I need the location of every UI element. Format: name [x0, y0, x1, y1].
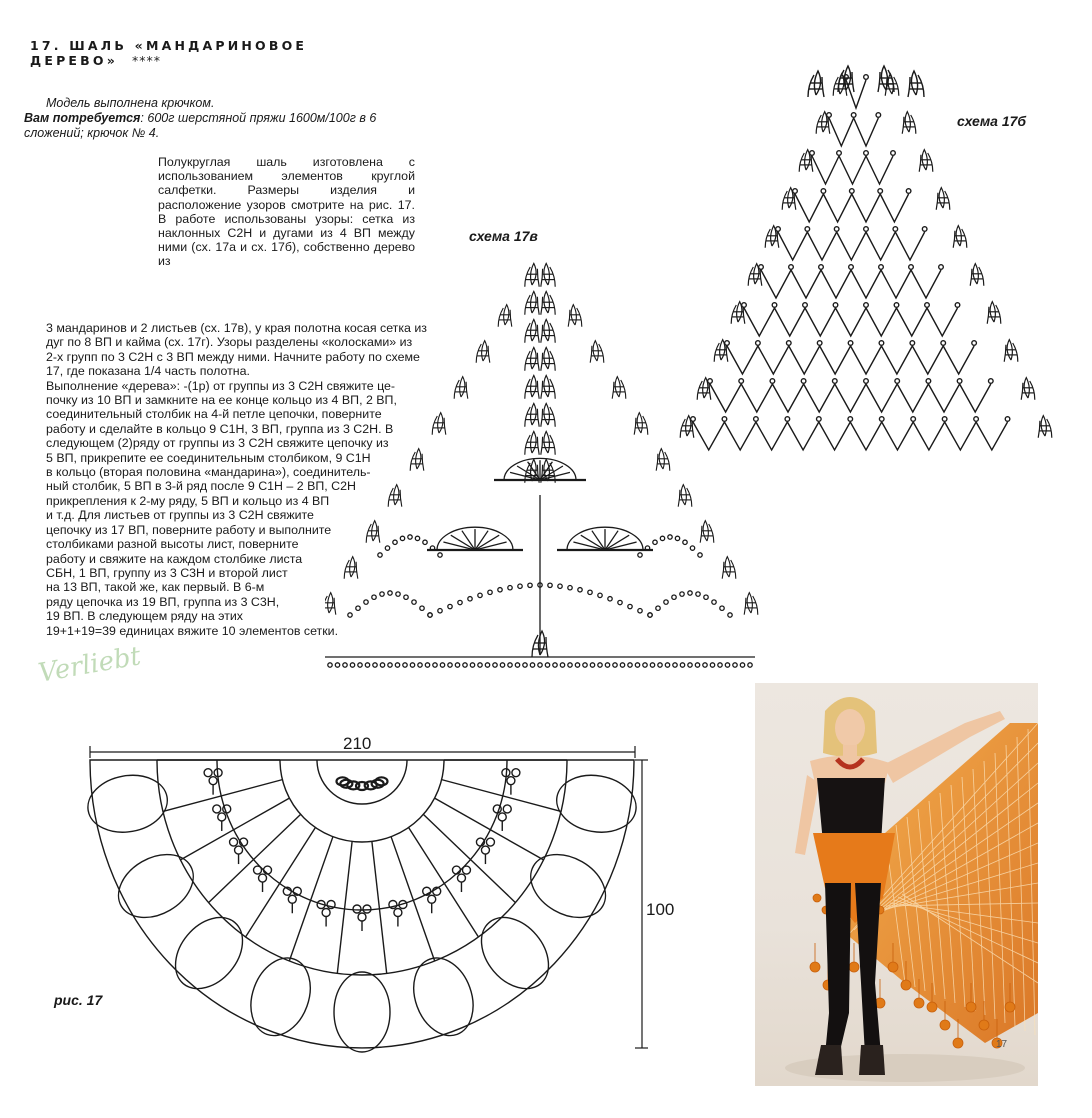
stitch-group-symbol — [541, 263, 555, 286]
stitch-group-symbol — [612, 377, 626, 399]
instruction-line: 17, где показана 1/4 часть полотна. — [46, 364, 250, 379]
photo-illustration — [755, 683, 1038, 1086]
stitch-group-symbol — [325, 593, 336, 615]
instruction-line: следующем (2)ряду от группы из 3 С2Н свяжите цепочку из — [46, 436, 389, 451]
instruction-line: 5 ВП, прикрепите ее соединительным столбиком, 9 С1Н — [46, 450, 371, 465]
instruction-line: Выполнение «дерева»: -(1р) от группы из 3 С2Н свяжите це- — [46, 378, 396, 393]
stitch-group-symbol — [541, 431, 555, 454]
figure-17-label: рис. 17 — [54, 992, 103, 1008]
instruction-line: 19+1+19=39 единицах вяжите 10 элементов сетки. — [46, 623, 339, 638]
stitch-group-symbol — [541, 403, 555, 426]
stitch-group-symbol — [722, 557, 736, 579]
tree-motif — [230, 838, 248, 864]
stitch-group-symbol — [987, 302, 1001, 324]
instruction-line: прикрепления к 2-му ряду, 5 ВП и кольцо из 4 ВП — [46, 493, 330, 508]
materials-block — [24, 96, 414, 141]
stitch-group-symbol — [525, 319, 539, 342]
tree-motif — [476, 838, 494, 864]
stitch-group-symbol — [525, 431, 539, 454]
stitch-group-symbol — [525, 263, 539, 286]
stitch-group-symbol — [656, 449, 670, 471]
scheme-17v-label: схема 17в — [469, 228, 538, 244]
stitch-group-symbol — [799, 150, 813, 172]
instruction-line: 2-х групп по 3 С2Н с 3 ВП между ними. Начните работу по схеме — [46, 349, 420, 364]
scheme-17b-label: схема 17б — [957, 113, 1027, 129]
stitch-group-symbol — [476, 341, 490, 363]
description-paragraph: Полукруглая шаль изготовлена с использованием элементов круглой салфетки. Размеры изделия и расположение узоров смотрите на рис. 17. В работе использованы узоры: сетка из наклонных С2Н и дугами из 4 ВП между ними (сх. 17а и сх. 17б), собственно дерево из — [158, 155, 415, 269]
stitch-group-symbol — [1004, 340, 1018, 362]
stitch-group-symbol — [525, 291, 539, 314]
mandarin-fan — [427, 527, 523, 550]
stitch-group-symbol — [541, 319, 555, 342]
instruction-line: работу и сделайте в кольцо 9 С1Н, 3 ВП, группа из 3 С2Н. В — [46, 421, 394, 436]
stitch-group-symbol — [953, 226, 967, 248]
scheme-17v-diagram — [325, 255, 765, 680]
photo-page-number: 17 — [996, 1039, 1008, 1050]
stitch-group-symbol — [590, 341, 604, 363]
stitch-group-symbol — [816, 112, 830, 134]
model-photo — [755, 683, 1038, 1086]
stitch-group-symbol — [498, 305, 512, 327]
stitch-group-symbol — [525, 403, 539, 426]
stitch-group-symbol — [541, 347, 555, 370]
model-note: Модель выполнена крючком. — [46, 96, 215, 110]
stitch-group-symbol — [525, 347, 539, 370]
stitch-group-symbol — [454, 377, 468, 399]
width-dimension: 210 — [343, 734, 372, 753]
figure-17-semicircle — [80, 730, 700, 1060]
stitch-group-symbol — [634, 413, 648, 435]
stitch-group-symbol — [744, 593, 758, 615]
stitch-group-symbol — [541, 375, 555, 398]
stitch-group-symbol — [1021, 378, 1035, 400]
stitch-group-symbol — [700, 521, 714, 543]
instruction-line: соединительный столбик на 4-й петле цепочки, поверните — [46, 407, 382, 422]
stitch-group-symbol — [388, 485, 402, 507]
instruction-line: 19 ВП. В следующем ряду на этих — [46, 609, 244, 624]
watermark-logo: Verliebt — [36, 641, 144, 689]
stitch-group-symbol — [344, 557, 358, 579]
instruction-line: работу и свяжите на каждом столбике листа — [46, 551, 303, 566]
instruction-line: и т.д. Для листьев от группы из 3 С2Н свяжите — [46, 508, 314, 523]
instruction-line: СБН, 1 ВП, группу из 3 С3Н и второй лист — [46, 565, 288, 580]
stitch-group-symbol — [808, 71, 824, 97]
stitch-group-symbol — [782, 188, 796, 210]
stitch-group-symbol — [541, 291, 555, 314]
stitch-group-symbol — [410, 449, 424, 471]
difficulty-stars: **** — [132, 53, 162, 68]
instruction-line: цепочку из 17 ВП, поверните работу и выполните — [46, 522, 332, 537]
stitch-group-symbol — [568, 305, 582, 327]
instruction-line: ряду цепочка из 19 ВП, группа из 3 С3Н, — [46, 594, 280, 609]
instruction-line: почку из 10 ВП и замкните на ее конце кольцо из 4 ВП, 2 ВП, — [46, 393, 397, 408]
needs-label: Вам потребуется — [24, 111, 141, 125]
stitch-group-symbol — [765, 226, 779, 248]
title-line-2: ДЕРЕВО» — [30, 53, 119, 68]
stitch-group-symbol — [366, 521, 380, 543]
stitch-group-symbol — [432, 413, 446, 435]
stitch-group-symbol — [525, 375, 539, 398]
height-dimension: 100 — [646, 900, 675, 919]
title-line-1: 17. ШАЛЬ «МАНДАРИНОВОЕ — [30, 38, 308, 53]
tree-motif — [389, 900, 407, 926]
needs-text: : 600г шерстяной пряжи 1600м/100г в 6 сложений; крючок № 4. — [24, 111, 377, 140]
instruction-line: столбиками разной высоты лист, поверните — [46, 537, 299, 552]
mandarin-fan — [494, 458, 586, 480]
stitch-group-symbol — [919, 150, 933, 172]
tree-motif — [317, 900, 335, 926]
instruction-line: на 13 ВП, такой же, как первый. В 6-м — [46, 580, 265, 595]
tree-motif — [353, 905, 371, 931]
stitch-group-symbol — [902, 112, 916, 134]
instruction-line: дуг по 8 ВП и кайма (сх. 17г). Узоры разделены «колосками» из — [46, 335, 413, 350]
stitch-group-symbol — [936, 188, 950, 210]
stitch-group-symbol — [878, 66, 894, 92]
mandarin-fan — [557, 527, 653, 550]
stitch-group-symbol — [678, 485, 692, 507]
instruction-line: в кольцо (вторая половина «мандарина»), соединитель- — [46, 465, 371, 480]
stitch-group-symbol — [970, 264, 984, 286]
instruction-line: ный столбик, 5 ВП в 3-й ряд после 9 С1Н – 2 ВП, С2Н — [46, 479, 356, 494]
article-title — [30, 38, 410, 68]
stitch-group-symbol — [1038, 416, 1052, 438]
stitch-group-symbol — [908, 71, 924, 97]
instruction-line: 3 мандаринов и 2 листьев (сх. 17в), у края полотна косая сетка из — [46, 321, 427, 335]
